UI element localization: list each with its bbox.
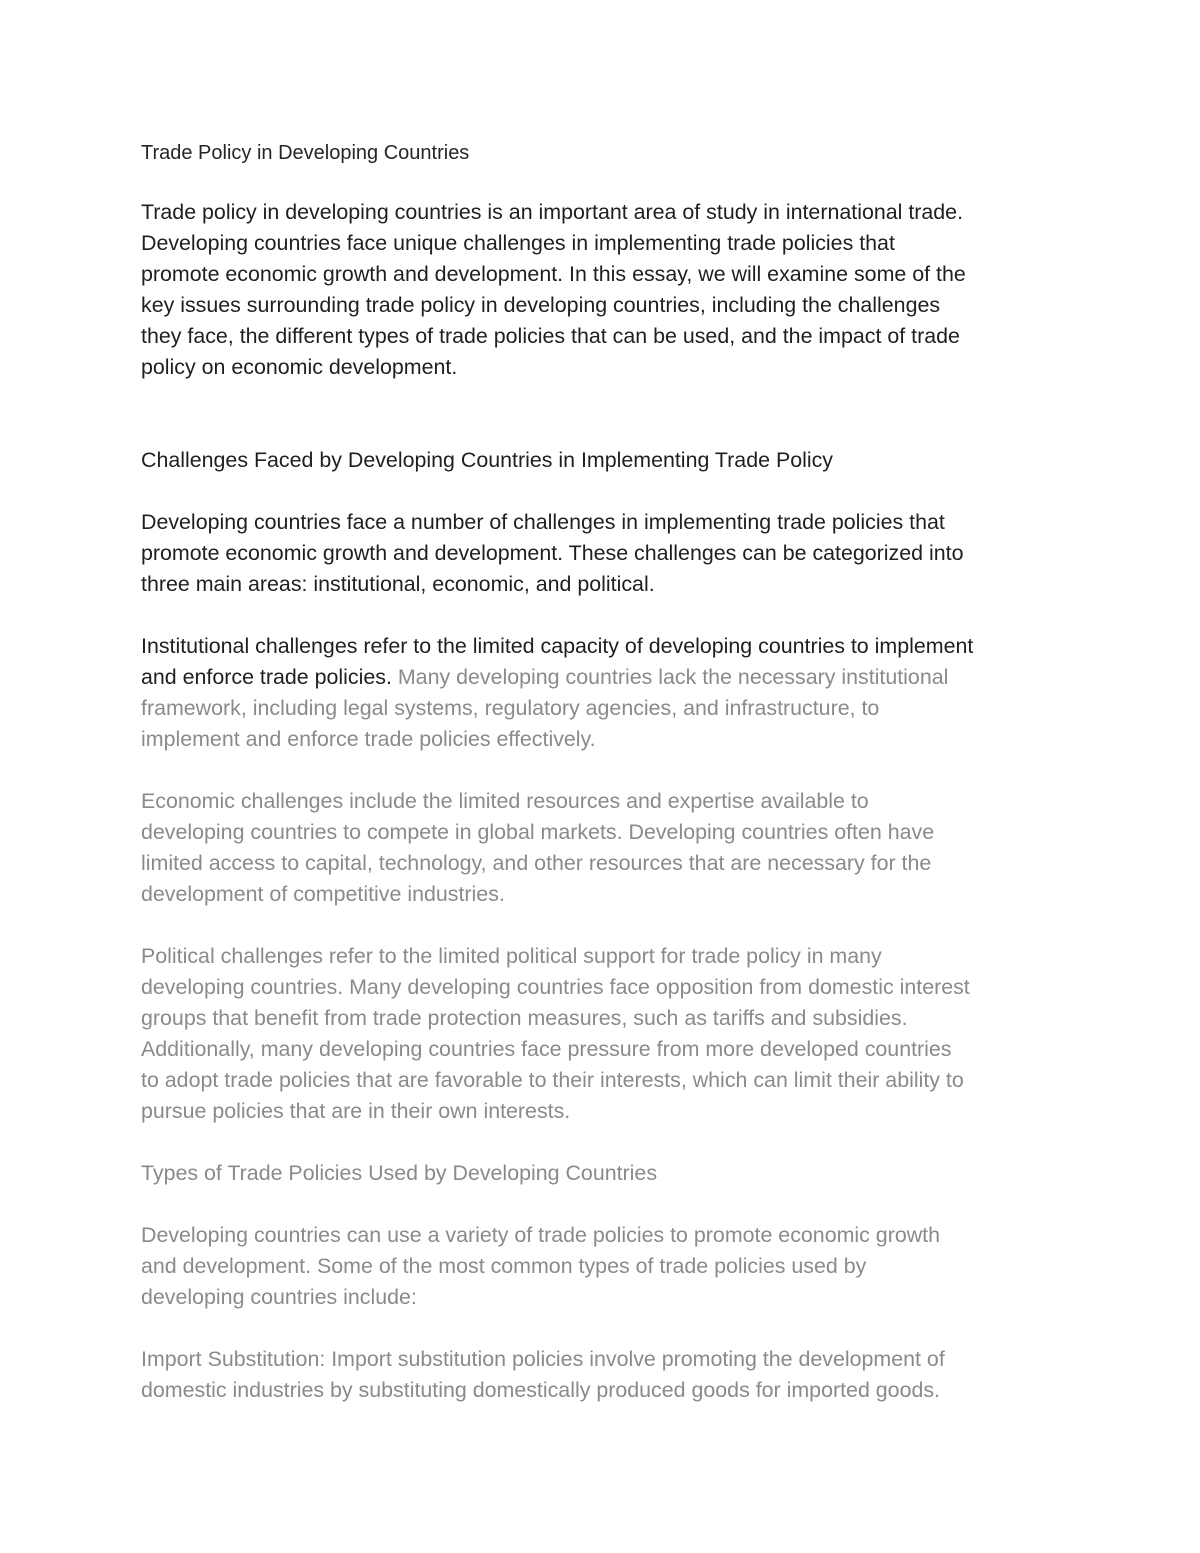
- text-line: policy on economic development.: [141, 355, 458, 379]
- section-heading-challenges: Challenges Faced by Developing Countries in Implementing Trade Policy: [141, 448, 833, 472]
- section-heading-types: Types of Trade Policies Used by Developing Countries: [141, 1161, 658, 1185]
- text-line: implement and enforce trade policies effectively.: [141, 727, 596, 751]
- import-substitution-paragraph: [141, 1344, 1066, 1406]
- text-line: developing countries to compete in global markets. Developing countries often have: [141, 820, 935, 844]
- text-line: promote economic growth and development. These challenges can be categorized into: [141, 541, 964, 565]
- text-line: Economic challenges include the limited resources and expertise available to: [141, 789, 869, 813]
- economic-paragraph: [141, 786, 1066, 910]
- challenges-paragraph: [141, 507, 1066, 600]
- text-faded: Many developing countries lack the necessary institutional: [391, 665, 949, 689]
- text-line: development of competitive industries.: [141, 882, 505, 906]
- text-line: [141, 662, 1066, 693]
- text-line: Developing countries can use a variety of trade policies to promote economic growth: [141, 1223, 941, 1247]
- text-line: key issues surrounding trade policy in developing countries, including the challenges: [141, 293, 941, 317]
- document-title: Trade Policy in Developing Countries: [141, 142, 470, 164]
- types-paragraph: [141, 1220, 1066, 1313]
- text-line: Developing countries face unique challenges in implementing trade policies that: [141, 231, 895, 255]
- document-page: [141, 138, 1066, 1406]
- political-paragraph: [141, 941, 1066, 1127]
- text-line: developing countries include:: [141, 1285, 417, 1309]
- text-line: framework, including legal systems, regulatory agencies, and infrastructure, to: [141, 696, 880, 720]
- text-line: groups that benefit from trade protection measures, such as tariffs and subsidies.: [141, 1006, 908, 1030]
- text-line: they face, the different types of trade policies that can be used, and the impact of trade: [141, 324, 960, 348]
- institutional-paragraph: [141, 631, 1066, 755]
- text-line: Political challenges refer to the limited political support for trade policy in many: [141, 944, 882, 968]
- text-line: developing countries. Many developing countries face opposition from domestic interest: [141, 975, 970, 999]
- text-line: to adopt trade policies that are favorable to their interests, which can limit their ability to: [141, 1068, 964, 1092]
- text-line: Import Substitution: Import substitution policies involve promoting the development of: [141, 1347, 945, 1371]
- text-line: Developing countries face a number of challenges in implementing trade policies that: [141, 510, 945, 534]
- text-line: and development. Some of the most common types of trade policies used by: [141, 1254, 867, 1278]
- text-line: three main areas: institutional, economic, and political.: [141, 572, 655, 596]
- text-dark: and enforce trade policies.: [141, 665, 392, 689]
- text-line: Trade policy in developing countries is an important area of study in international trade.: [141, 200, 964, 224]
- intro-paragraph: [141, 197, 1066, 383]
- text-line: Additionally, many developing countries face pressure from more developed countries: [141, 1037, 952, 1061]
- text-line: limited access to capital, technology, and other resources that are necessary for the: [141, 851, 932, 875]
- text-line: promote economic growth and development. In this essay, we will examine some of the: [141, 262, 966, 286]
- text-line: pursue policies that are in their own interests.: [141, 1099, 571, 1123]
- text-line: domestic industries by substituting domestically produced goods for imported goods.: [141, 1378, 941, 1402]
- text-line: Institutional challenges refer to the limited capacity of developing countries to implement: [141, 634, 974, 658]
